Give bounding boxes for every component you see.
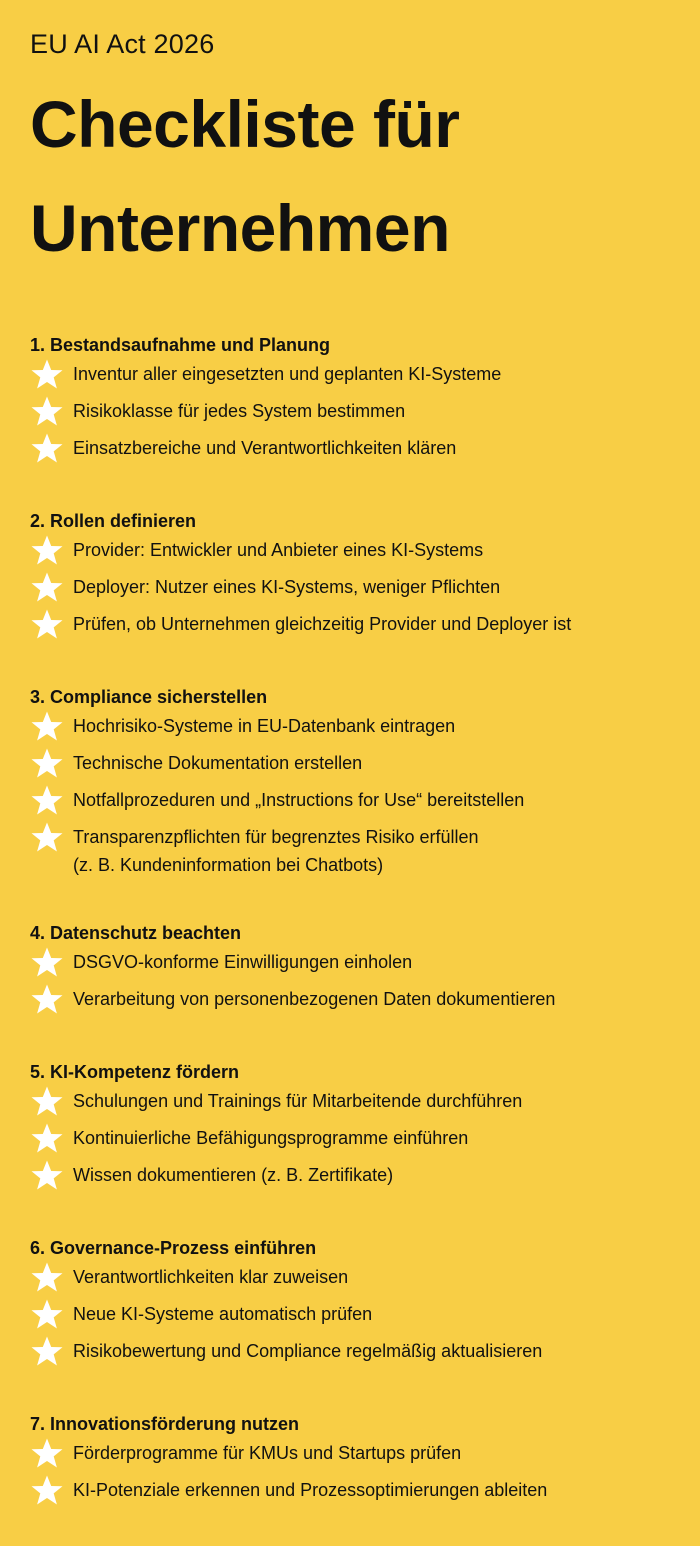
list-item <box>30 1300 670 1337</box>
section-heading: 6. Governance-Prozess einführen <box>30 1238 317 1258</box>
star-icon <box>30 432 64 466</box>
list-item-text: Neue KI-Systeme automatisch prüfen <box>73 1304 373 1324</box>
list-item <box>30 1439 670 1476</box>
page-subtitle: EU AI Act 2026 <box>30 29 215 59</box>
list-item-text: Schulungen und Trainings für Mitarbeitende durchführen <box>73 1091 523 1111</box>
list-item-text: KI-Potenziale erkennen und Prozessoptimierungen ableiten <box>73 1480 548 1500</box>
list-item <box>30 536 670 573</box>
star-icon <box>30 821 64 855</box>
list-item-text: Verantwortlichkeiten klar zuweisen <box>73 1267 349 1287</box>
section-3 <box>30 684 670 883</box>
section-1 <box>30 332 670 471</box>
list-item-text: Inventur aller eingesetzten und geplanten KI-Systeme <box>73 364 502 384</box>
star-icon <box>30 395 64 429</box>
section-heading: 2. Rollen definieren <box>30 511 197 531</box>
section-4 <box>30 920 670 1022</box>
list-item-text: Risikobewertung und Compliance regelmäßig aktualisieren <box>73 1341 543 1361</box>
star-icon <box>30 1261 64 1295</box>
section-heading: 3. Compliance sicherstellen <box>30 687 268 707</box>
section-6 <box>30 1235 670 1374</box>
section-7 <box>30 1411 670 1513</box>
section-items <box>30 536 670 647</box>
section-items <box>30 712 670 883</box>
checklist-sections <box>30 332 670 1513</box>
list-item-text: Verarbeitung von personenbezogenen Daten dokumentieren <box>73 989 556 1009</box>
list-item-text: Risikoklasse für jedes System bestimmen <box>73 401 406 421</box>
list-item-text: Deployer: Nutzer eines KI-Systems, weniger Pflichten <box>73 577 501 597</box>
section-items <box>30 948 670 1022</box>
star-icon <box>30 1474 64 1508</box>
star-icon <box>30 1298 64 1332</box>
star-icon <box>30 358 64 392</box>
star-icon <box>30 534 64 568</box>
page-title <box>30 72 670 280</box>
list-item <box>30 1337 670 1374</box>
star-icon <box>30 1122 64 1156</box>
section-5 <box>30 1059 670 1198</box>
section-2 <box>30 508 670 647</box>
star-icon <box>30 571 64 605</box>
list-item-text: Transparenzpflichten für begrenztes Risiko erfüllen (z. B. Kundeninformation bei Chatbots) <box>73 827 479 875</box>
star-icon <box>30 946 64 980</box>
star-icon <box>30 1159 64 1193</box>
page-title-line-2: Unternehmen <box>30 191 450 265</box>
list-item-text: Notfallprozeduren und „Instructions for Use“ bereitstellen <box>73 790 525 810</box>
list-item <box>30 434 670 471</box>
list-item <box>30 1263 670 1300</box>
list-item-text: Provider: Entwickler und Anbieter eines KI-Systems <box>73 540 484 560</box>
list-item-text: Förderprogramme für KMUs und Startups prüfen <box>73 1443 462 1463</box>
list-item-text: Prüfen, ob Unternehmen gleichzeitig Provider und Deployer ist <box>73 614 572 634</box>
list-item <box>30 823 670 883</box>
star-icon <box>30 1085 64 1119</box>
star-icon <box>30 983 64 1017</box>
list-item-text: DSGVO-konforme Einwilligungen einholen <box>73 952 413 972</box>
list-item <box>30 712 670 749</box>
section-items <box>30 1087 670 1198</box>
star-icon <box>30 608 64 642</box>
star-icon <box>30 710 64 744</box>
list-item <box>30 397 670 434</box>
section-heading: 4. Datenschutz beachten <box>30 923 242 943</box>
list-item <box>30 1476 670 1513</box>
list-item <box>30 749 670 786</box>
list-item <box>30 985 670 1022</box>
list-item-text: Hochrisiko-Systeme in EU-Datenbank eintragen <box>73 716 456 736</box>
list-item <box>30 948 670 985</box>
list-item <box>30 1087 670 1124</box>
list-item <box>30 1124 670 1161</box>
page-title-line-1: Checkliste für <box>30 87 460 161</box>
section-heading: 7. Innovationsförderung nutzen <box>30 1414 299 1434</box>
list-item-text: Einsatzbereiche und Verantwortlichkeiten klären <box>73 438 457 458</box>
star-icon <box>30 784 64 818</box>
list-item-text: Kontinuierliche Befähigungsprogramme einführen <box>73 1128 469 1148</box>
list-item <box>30 573 670 610</box>
section-heading: 1. Bestandsaufnahme und Planung <box>30 335 331 355</box>
star-icon <box>30 1335 64 1369</box>
star-icon <box>30 747 64 781</box>
section-items <box>30 1439 670 1513</box>
list-item-text: Technische Dokumentation erstellen <box>73 753 363 773</box>
star-icon <box>30 1437 64 1471</box>
section-items <box>30 1263 670 1374</box>
list-item <box>30 1161 670 1198</box>
list-item-text: Wissen dokumentieren (z. B. Zertifikate) <box>73 1165 394 1185</box>
list-item <box>30 360 670 397</box>
list-item <box>30 610 670 647</box>
section-items <box>30 360 670 471</box>
list-item <box>30 786 670 823</box>
section-heading: 5. KI-Kompetenz fördern <box>30 1062 240 1082</box>
